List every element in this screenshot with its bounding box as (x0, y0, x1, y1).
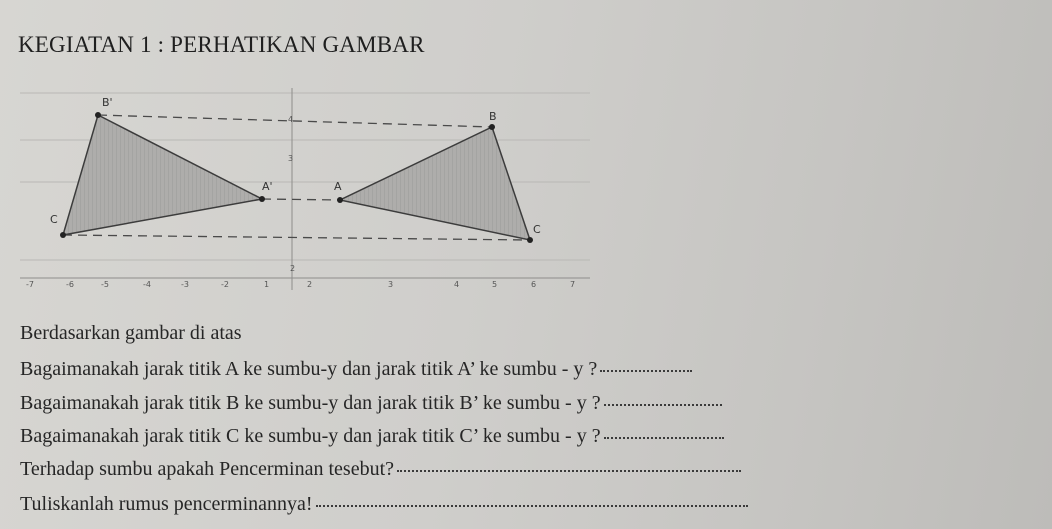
answer-line-1 (600, 370, 692, 372)
label-c-prime: C (50, 213, 58, 226)
question-3-text: Bagaimanakah jarak titik C ke sumbu-y dan jarak titik C’ ke sumbu - y ? (20, 425, 601, 447)
answer-line-3 (604, 437, 724, 439)
triangle-original (340, 127, 530, 240)
question-3 (20, 425, 724, 448)
intro-text: Berdasarkan gambar di atas (20, 322, 242, 344)
y-tick-label: 4 (288, 115, 294, 124)
question-4 (20, 458, 741, 481)
y-tick-label: 3 (288, 154, 294, 163)
x-tick-label: 2 (307, 280, 313, 289)
x-tick-label: 7 (570, 280, 576, 289)
x-tick-label: -5 (101, 280, 109, 289)
label-b-prime: B' (102, 96, 113, 109)
answer-line-4 (397, 470, 741, 472)
x-tick-label: -7 (26, 280, 34, 289)
reflection-figure (0, 70, 600, 302)
question-2 (20, 392, 722, 415)
x-tick-label: -3 (181, 280, 189, 289)
answer-line-2 (604, 404, 722, 406)
triangle-image (63, 115, 262, 235)
x-tick-label: 3 (388, 280, 394, 289)
question-1 (20, 358, 692, 381)
x-tick-label: -2 (221, 280, 229, 289)
x-tick-label: 6 (531, 280, 537, 289)
label-a: A (334, 180, 342, 193)
x-tick-label: -6 (66, 280, 74, 289)
question-2-text: Bagaimanakah jarak titik B ke sumbu-y dan jarak titik B’ ke sumbu - y ? (20, 392, 601, 414)
x-tick-label: 1 (264, 280, 270, 289)
x-tick-label: 4 (454, 280, 460, 289)
activity-heading: KEGIATAN 1 : PERHATIKAN GAMBAR (18, 32, 425, 57)
question-5 (20, 493, 748, 516)
y-tick-label: 2 (290, 264, 296, 273)
label-a-prime: A' (262, 180, 273, 193)
question-4-text: Terhadap sumbu apakah Pencerminan tesebut? (20, 458, 395, 480)
question-1-text: Bagaimanakah jarak titik A ke sumbu-y dan jarak titik A’ ke sumbu - y ? (20, 358, 598, 380)
x-tick-label: 5 (492, 280, 498, 289)
x-tick-label: -4 (143, 280, 151, 289)
coordinate-graph (0, 70, 600, 302)
answer-line-5 (316, 505, 748, 507)
label-b: B (489, 110, 497, 123)
question-5-text: Tuliskanlah rumus pencerminannya! (20, 493, 313, 515)
label-c: C (533, 223, 541, 236)
